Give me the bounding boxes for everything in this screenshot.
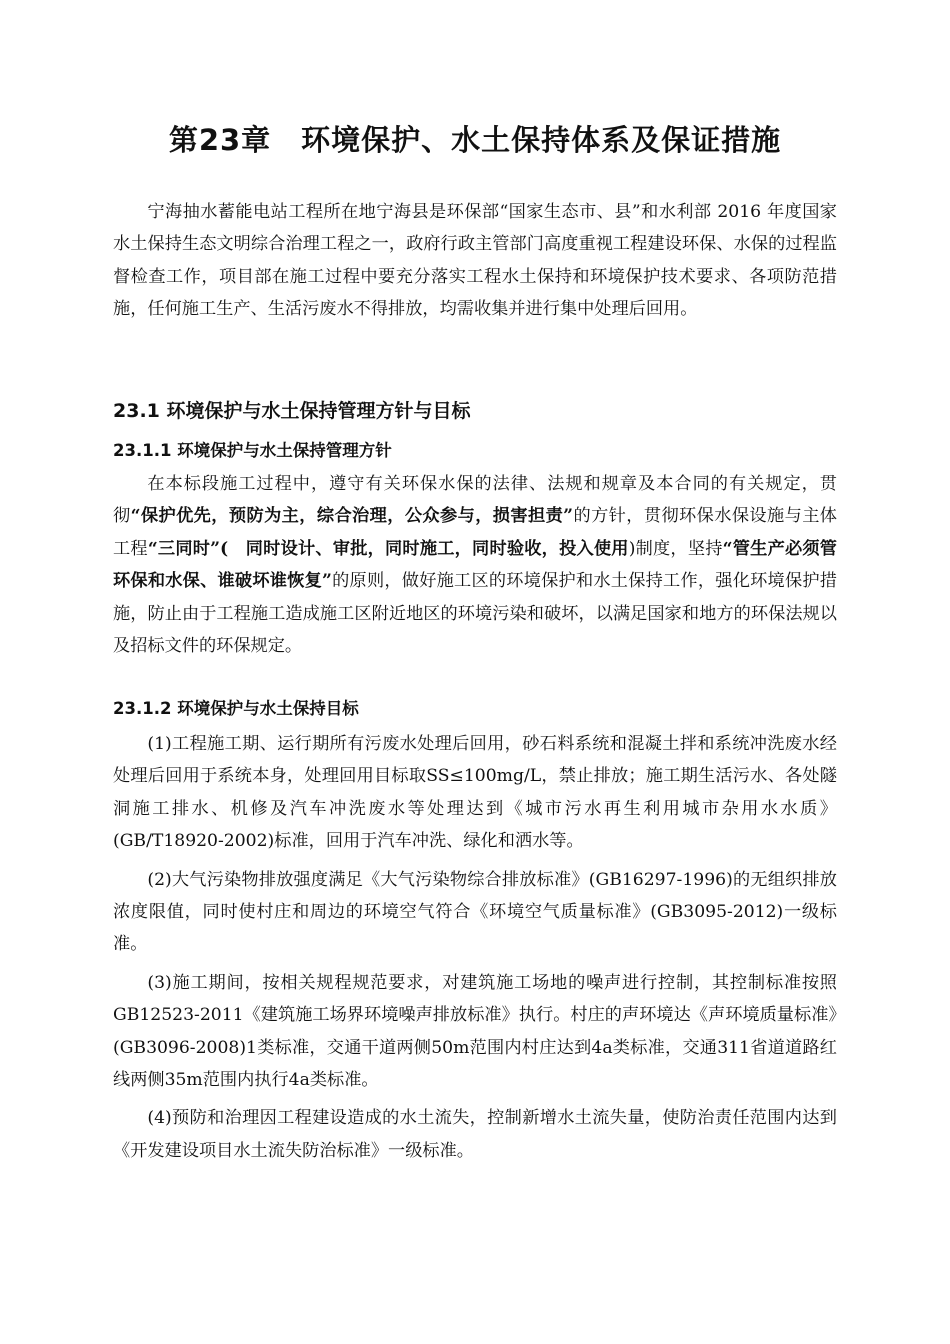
target-item-2: (2)大气污染物排放强度满足《大气污染物综合排放标准》(GB16297-1996)的无组织排放浓度限值，同时使村庄和周边的环境空气符合《环境空气质量标准》(GB3095-2012)一级标准。	[113, 869, 837, 955]
policy-text-e: )制度，坚持	[628, 538, 723, 559]
intro-block	[113, 196, 837, 326]
policy-text-g: 的原则，做好施工区的环境保护和水土保持工作，强化环境保护措施，防止由于工程施工造成施工区附近地区的环境污染和破坏，以满足国家和地方的环保法规以及招标文件的环保规定。	[113, 571, 837, 657]
target-item-4: (4)预防和治理因工程建设造成的水土流失，控制新增水土流失量，使防治责任范围内达到《开发建设项目水土流失防治标准》一级标准。	[113, 1108, 837, 1161]
section-heading-23-1-1: 23.1.1 环境保护与水土保持管理方针	[113, 441, 392, 460]
section-23-1-1-block	[113, 436, 837, 662]
section-heading-23-1: 23.1 环境保护与水土保持管理方针与目标	[113, 400, 471, 422]
section-23-1-2-block	[113, 694, 837, 1167]
policy-text-c: 的方针，贯彻环保水保设施与主体工程	[113, 506, 837, 559]
target-item-1: (1)工程施工期、运行期所有污废水处理后回用，砂石料系统和混凝土拌和系统冲洗废水经处理后回用于系统本身，处理回用目标取SS≤100mg/L，禁止排放；施工期生活污水、各处隧洞施工排水、机修及汽车冲洗废水等处理达到《城市污水再生利用城市杂用水水质》(GB/T18920-2002)标准，回用于汽车冲洗、绿化和洒水等。	[113, 734, 837, 852]
chapter-title: 第23章 环境保护、水土保持体系及保证措施	[168, 123, 782, 157]
policy-text-a: 在本标段施工过程中，遵守有关环保水保的法律、法规和规章及本合同的有关规定，贯彻	[113, 474, 837, 527]
policy-text-b: “保护优先，预防为主，综合治理，公众参与，损害担责”	[130, 506, 574, 527]
policy-text-f: “管生产必须管环保和水保、谁破坏谁恢复”	[113, 538, 837, 592]
policy-text-d: “三同时”( 同时设计、审批，同时施工，同时验收，投入使用	[147, 538, 629, 559]
intro-paragraph: 宁海抽水蓄能电站工程所在地宁海县是环保部“国家生态市、县”和水利部 2016 年度国家水土保持生态文明综合治理工程之一，政府行政主管部门高度重视工程建设环保、水保的过程监督检查工作，项目部在施工过程中要充分落实工程水土保持和环境保护技术要求、各项防范措施，任何施工生产、生活污废水不得排放，均需收集并进行集中处理后回用。	[113, 202, 837, 320]
section-heading-23-1-2: 23.1.2 环境保护与水土保持目标	[113, 699, 359, 718]
section-23-1-heading-block	[113, 396, 837, 426]
policy-paragraph	[113, 468, 837, 662]
target-item-3: (3)施工期间，按相关规程规范要求，对建筑施工场地的噪声进行控制，其控制标准按照GB12523-2011《建筑施工场界环境噪声排放标准》执行。村庄的声环境达《声环境质量标准》(GB3096-2008)1类标准，交通干道两侧50m范围内村庄达到4a类标准，交通311省道道路红线两侧35m范围内执行4a类标准。	[113, 972, 837, 1091]
